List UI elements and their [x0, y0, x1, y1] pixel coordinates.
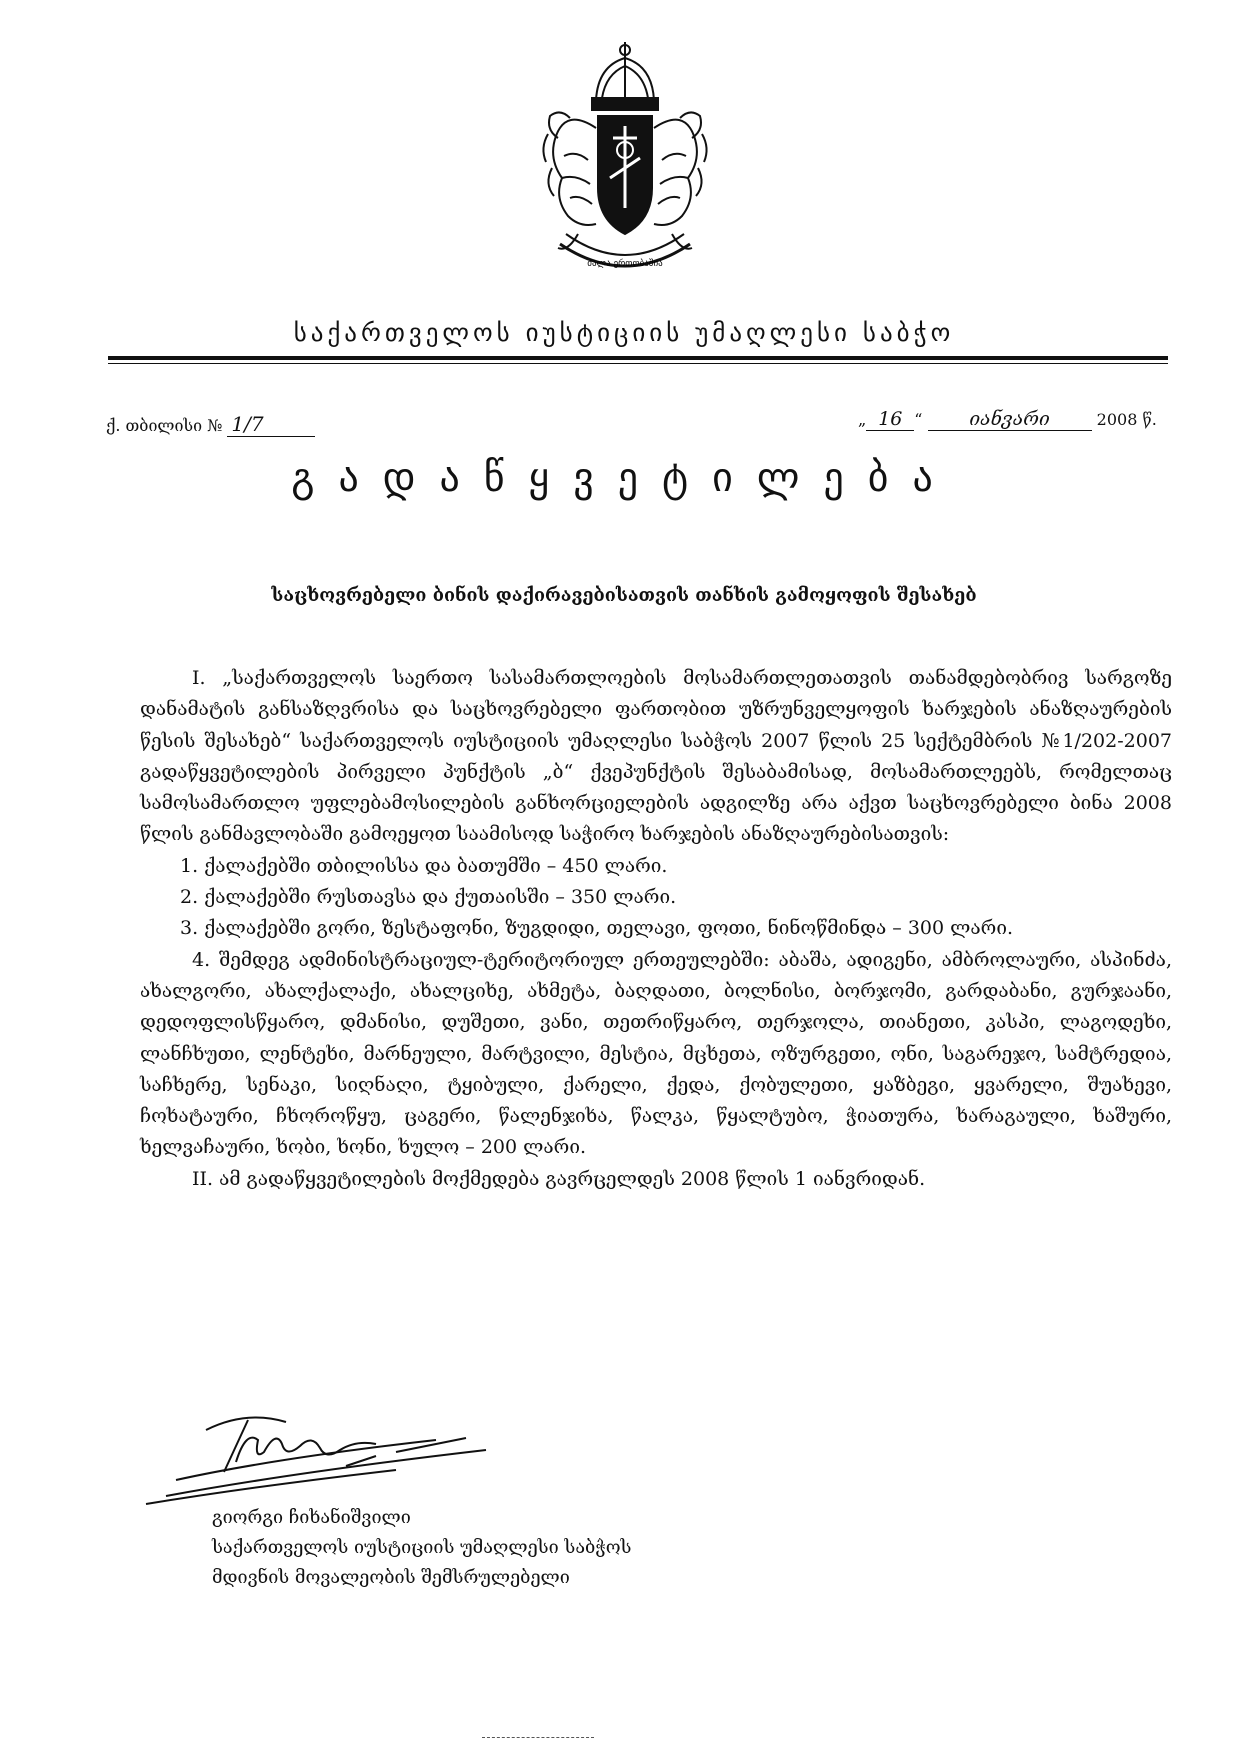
list-item: 2. ქალაქებში რუსთავსა და ქუთაისში – 350 ლარი.: [180, 886, 677, 909]
signer-position-line-1: საქართველოს იუსტიციის უმაღლესი საბჭოს: [212, 1537, 632, 1558]
handwritten-signature: [136, 1400, 496, 1515]
paragraph-two: II. ამ გადაწყვეტილების მოქმედება გავრცელდეს 2008 წლის 1 იანვრიდან.: [192, 1167, 926, 1190]
signer-name: გიორგი ჩიხანიშვილი: [212, 1507, 411, 1528]
document-body: [140, 663, 1172, 1195]
date-quote-open: „: [858, 410, 867, 429]
document-date: [858, 408, 1157, 431]
place-and-number: [106, 412, 315, 437]
coat-of-arms-emblem: [518, 38, 733, 288]
date-month: იანვარი: [928, 408, 1092, 431]
date-year: 2008 წ.: [1096, 410, 1157, 429]
date-day: 16: [866, 408, 914, 431]
emblem-motto: ძალა ერთობაშია: [587, 259, 663, 269]
place-label: ქ. თბილისი №: [106, 416, 223, 435]
organization-name: საქართველოს იუსტიციის უმაღლესი საბჭო: [293, 318, 955, 347]
list-item: 1. ქალაქებში თბილისსა და ბათუმში – 450 ლარი.: [180, 854, 668, 877]
signer-block: [212, 1503, 631, 1593]
date-quote-close: “: [914, 410, 923, 429]
paragraph-one: I. „საქართველოს საერთო სასამართლოების მოსამართლეთათვის თანამდებობრივ სარგოზე დანამატის განსაზღვრისა და საცხოვრებელი ფართობით უზრუნველყოფის ხარჯების ანაზღაურების წესის შესახებ“ საქართველოს იუსტიციის უმაღლესი საბჭოს 2007 წლის 25 სექტემბრის №1/202-2007 გადაწყვეტილების პირველი პუნქტის „ბ“ ქვეპუნქტის შესაბამისად, მოსამართლეებს, რომელთაც სამოსამართლო უფლებამოსილების განხორციელების ადგილზე არა აქვთ საცხოვრებელი ბინა 2008 წლის განმავლობაში გამოეყოთ საამისოდ საჭირო ხარჯების ანაზღაურებისათვის:: [140, 667, 1172, 846]
document-title: გადაწყვეტილება: [291, 455, 957, 501]
header-divider-thick: [108, 356, 1168, 360]
list-item-four: 4. შემდეგ ადმინისტრაციულ-ტერიტორიულ ერთეულებში: აბაშა, ადიგენი, ამბროლაური, ასპინძა, ახალგორი, ახალქალაქი, ახალციხე, ახმეტა, ბაღდათი, ბოლნისი, ბორჯომი, გარდაბანი, გურჯაანი, დედოფლისწყარო, დმანისი, დუშეთი, ვანი, თეთრიწყარო, თერჯოლა, თიანეთი, კასპი, ლაგოდეხი, ლანჩხუთი, ლენტეხი, მარნეული, მარტვილი, მესტია, მცხეთა, ოზურგეთი, ონი, საგარეჯო, სამტრედია, საჩხერე, სენაკი, სიღნაღი, ტყიბული, ქარელი, ქედა, ქობულეთი, ყაზბეგი, ყვარელი, შუახევი, ჩოხატაური, ჩხოროწყუ, ცაგერი, წალენჯიხა, წალკა, წყალტუბო, ჭიათურა, ხარაგაული, ხაშური, ხელვაჩაური, ხობი, ხონი, ხულო – 200 ლარი.: [140, 948, 1172, 1159]
signer-position-line-2: მდივნის მოვალეობის შემსრულებელი: [212, 1567, 570, 1588]
list-item: 3. ქალაქებში გორი, ზესტაფონი, ზუგდიდი, თელავი, ფოთი, ნინოწმინდა – 300 ლარი.: [180, 917, 1013, 940]
document-number: 1/7: [227, 412, 315, 437]
footer-divider: [482, 1737, 594, 1738]
header-divider-thin: [108, 363, 1168, 364]
document-subject: საცხოვრებელი ბინის დაქირავებისათვის თანხის გამოყოფის შესახებ: [271, 585, 977, 606]
